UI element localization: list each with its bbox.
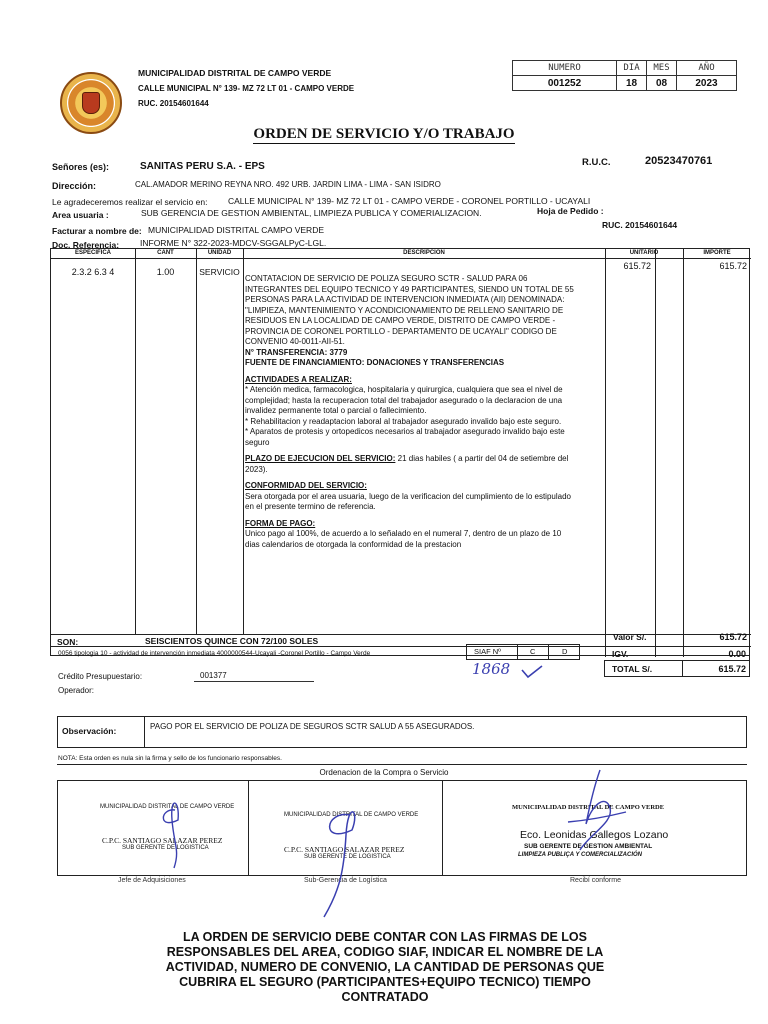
signature-3-icon bbox=[560, 764, 630, 854]
sig1-role: SUB GERENTE DE LOGISTICA bbox=[122, 845, 209, 851]
plazo-label: PLAZO DE EJECUCION DEL SERVICIO: bbox=[245, 454, 396, 463]
service-description bbox=[245, 274, 577, 550]
supplier-name: SANITAS PERU S.A. - EPS bbox=[140, 161, 265, 172]
operador-label: Operador: bbox=[58, 686, 95, 695]
meta-line: 0056 tipologia 10 - actividad de intervención inmediata 4000000544-Ucayali -Coronel Portillo - Campo Verde bbox=[58, 650, 371, 657]
desc-intro: CONTATACION DE SERVICIO DE POLIZA SEGURO SCTR - SALUD PARA 06 INTEGRANTES DEL EQUIPO TECNICO Y 49 PARTICIPANTES, SIENDO UN TOTAL DE 55 PERSONAS PARA LA ACTIVIDAD DE INTERVENCION INMEDIATA (AII) DENOMINADA: "LIMPIEZA, MANTENIMIENTO Y ACONDICIONAMIENTO DE RELLENO SANITARIO DE RESIDUOS EN LA LOCALIDAD DE CAMPO VERDE, DISTRITO DE CAMPO VERDE - PROVINCIA DE CORONEL PORTILLO - DEPARTAMENTO DE UCAYALI" CODIGO DE CONVENIO 40-0011-AII-51. bbox=[245, 274, 574, 346]
bill-value: MUNICIPALIDAD DISTRITAL CAMPO VERDE bbox=[148, 225, 325, 235]
supplier-ruc-label: R.U.C. bbox=[582, 157, 611, 168]
total-label: TOTAL S/. bbox=[612, 664, 653, 674]
siaf-c-label: C bbox=[530, 647, 536, 656]
siaf-label: SIAF Nº bbox=[474, 647, 501, 656]
son-label: SON: bbox=[57, 637, 79, 647]
observation-box bbox=[57, 716, 747, 748]
area-label: Area usuaria : bbox=[52, 210, 109, 220]
sig2-org: MUNICIPALIDAD DISTRITAL DE CAMPO VERDE bbox=[284, 812, 419, 818]
cell-unidad: SERVICIO bbox=[199, 267, 240, 277]
observation-label: Observación: bbox=[62, 726, 117, 736]
observation-value: PAGO POR EL SERVICIO DE POLIZA DE SEGUROS SCTR SALUD A 55 ASEGURADOS. bbox=[150, 722, 475, 731]
igv-label: IGV. bbox=[612, 649, 629, 659]
nota: NOTA: Esta orden es nula sin la firma y sello de los funcionario responsables. bbox=[58, 755, 282, 762]
sig1-footer: Jefe de Adquisiciones bbox=[118, 877, 186, 884]
siaf-d-label: D bbox=[562, 647, 568, 656]
order-number-table bbox=[512, 60, 737, 91]
cell-importe: 615.72 bbox=[719, 261, 747, 271]
org-address: CALLE MUNICIPAL N° 139- MZ 72 LT 01 - CAMPO VERDE bbox=[138, 84, 355, 93]
org-ruc: RUC. 20154601644 bbox=[138, 99, 209, 108]
sig1-name: C.P.C. SANTIAGO SALAZAR PEREZ bbox=[102, 836, 223, 845]
check-mark-icon bbox=[520, 664, 544, 680]
sig3-name: Eco. Leonidas Gallegos Lozano bbox=[520, 829, 669, 841]
year-label: AÑO bbox=[677, 61, 737, 76]
activity-2: * Rehabilitacion y readaptacion laboral al trabajador asegurado invalido bajo este seguro. bbox=[245, 416, 562, 426]
sig2-name: C.P.C. SANTIAGO SALAZAR PEREZ bbox=[284, 845, 405, 854]
valor-label: Valor S/. bbox=[613, 632, 647, 642]
pago-text: Unico pago al 100%, de acuerdo a lo señalado en el numeral 7, dentro de un plazo de 10 dias calendarios de otorgada la conformidad de la prestacion bbox=[245, 529, 562, 549]
col-unitario: UNITARIO bbox=[629, 250, 659, 256]
municipal-seal-logo bbox=[60, 72, 122, 134]
order-month: 08 bbox=[647, 76, 677, 91]
supplier-label: Señores (es): bbox=[52, 162, 110, 172]
col-cant: CANT bbox=[157, 250, 174, 256]
siaf-handwritten: 1868 bbox=[472, 660, 511, 678]
activity-1: * Atención medica, farmacologica, hospitalaria y quirurgica, cualquiera que sea el nivel de complejidad; hasta la recuperacion total del trabajador asegurado o la declaracion de una invalidez permanente total o parcial o fallecimiento. bbox=[245, 385, 563, 415]
document-title: ORDEN DE SERVICIO Y/O TRABAJO bbox=[253, 126, 515, 142]
supplier-ruc: 20523470761 bbox=[645, 155, 713, 167]
day-label: DIA bbox=[617, 61, 647, 76]
address-label: Dirección: bbox=[52, 181, 97, 191]
bottom-note: LA ORDEN DE SERVICIO DEBE CONTAR CON LAS FIRMAS DE LOS RESPONSABLES DEL AREA, CODIGO SIAF, INDICAR EL NOMBRE DE LA ACTIVIDAD, NUMERO DE CONVENIO, LA CANTIDAD DE PERSONAS QUE CUBRIRA EL SEGURO (PARTICIPANTES+EQUIPO TECNICO) TIEMPO CONTRATADO bbox=[165, 930, 605, 1004]
conf-text: Sera otorgada por el area usuaria, luego de la verificacion del cumplimiento de lo estipulado en el presente termino de referencia. bbox=[245, 491, 571, 511]
service-location: CALLE MUNICIPAL N° 139- MZ 72 LT 01 - CAMPO VERDE - CORONEL PORTILLO - UCAYALI bbox=[228, 196, 591, 206]
credito-value: 001377 bbox=[200, 671, 227, 680]
col-descripcion: DESCRIPCION bbox=[403, 250, 445, 256]
cell-cant: 1.00 bbox=[156, 267, 175, 277]
sig2-footer: Sub-Gerencia de Logística bbox=[304, 877, 387, 884]
bill-label: Facturar a nombre de: bbox=[52, 226, 142, 236]
area-value: SUB GERENCIA DE GESTION AMBIENTAL, LIMPIEZA PUBLICA Y COMERIALIZACION. bbox=[141, 208, 482, 218]
supplier-address: CAL.AMADOR MERINO REYNA NRO. 492 URB. JARDIN LIMA - LIMA - SAN ISIDRO bbox=[135, 180, 441, 189]
total-amount: 615.72 bbox=[718, 664, 746, 674]
activities-title: ACTIVIDADES A REALIZAR: bbox=[245, 374, 352, 384]
sig2-role: SUB GERENTE DE LOGISTICA bbox=[304, 854, 391, 860]
month-label: MES bbox=[647, 61, 677, 76]
activity-3: * Aparatos de protesis y ortopedicos necesarios al trabajador asegurado invalido bajo este seguro bbox=[245, 427, 565, 447]
col-especifica: ESPECIFICA bbox=[74, 250, 111, 256]
valor-amount: 615.72 bbox=[719, 632, 747, 642]
sig3-org: MUNICIPALIDAD DISTRITAL DE CAMPO VERDE bbox=[512, 804, 665, 811]
sig1-org: MUNICIPALIDAD DISTRITAL DE CAMPO VERDE bbox=[100, 804, 235, 810]
son-value: SEISCIENTOS QUINCE CON 72/100 SOLES bbox=[145, 636, 319, 646]
order-number: 001252 bbox=[513, 76, 617, 91]
cell-unitario: 615.72 bbox=[623, 261, 651, 271]
order-day: 18 bbox=[617, 76, 647, 91]
ref-value: INFORME N° 322-2023-MDCV-SGGALPyC-LGL. bbox=[140, 238, 327, 248]
org-name: MUNICIPALIDAD DISTRITAL DE CAMPO VERDE bbox=[138, 68, 332, 78]
signature-2-icon bbox=[310, 795, 380, 925]
igv-amount: 0.00 bbox=[728, 649, 746, 659]
desc-fuente: FUENTE DE FINANCIAMIENTO: DONACIONES Y TRANSFERENCIAS bbox=[245, 358, 505, 367]
service-location-label: Le agradeceremos realizar el servicio en: bbox=[52, 197, 208, 207]
credito-label: Crédito Presupuestario: bbox=[58, 672, 143, 681]
sig3-role2: LIMPIEZA PUBLIÇA Y COMERCIALIZACIÓN bbox=[518, 852, 643, 858]
ref-label: Doc. Referencia: bbox=[52, 240, 120, 250]
col-unidad: UNIDAD bbox=[207, 250, 232, 256]
ordenacion-title: Ordenacion de la Compra o Servicio bbox=[319, 768, 449, 777]
pedido-label: Hoja de Pedido : bbox=[537, 206, 604, 216]
plazo-value: 21 dias habiles ( a partir del 04 de setiembre del 2023). bbox=[245, 454, 569, 474]
col-importe: IMPORTE bbox=[703, 250, 731, 256]
pago-title: FORMA DE PAGO: bbox=[245, 518, 316, 528]
sig3-footer: Recibí conforme bbox=[570, 877, 621, 884]
cell-especifica: 2.3.2 6.3 4 bbox=[71, 267, 115, 277]
desc-transfer: N° TRANSFERENCIA: 3779 bbox=[245, 347, 348, 357]
order-year: 2023 bbox=[677, 76, 737, 91]
sig3-role: SUB GERENTE DE GESTION AMBIENTAL bbox=[524, 843, 653, 850]
signature-1-icon bbox=[150, 790, 200, 870]
conf-title: CONFORMIDAD DEL SERVICIO: bbox=[245, 481, 367, 490]
bill-ruc: RUC. 20154601644 bbox=[602, 220, 678, 230]
number-label: NUMERO bbox=[513, 61, 617, 76]
